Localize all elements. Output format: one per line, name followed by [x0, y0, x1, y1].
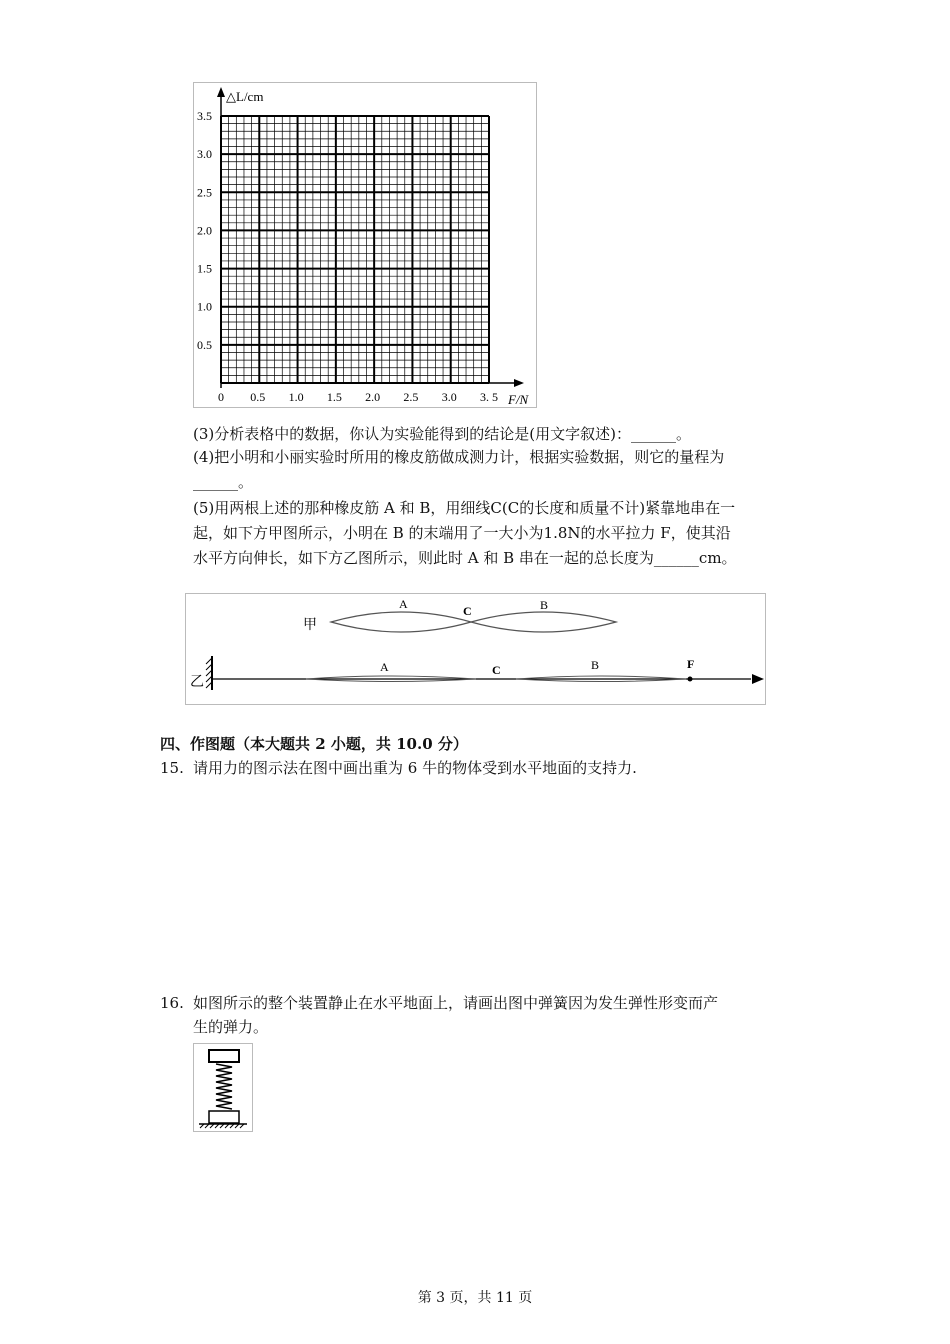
label-b-yi: B	[591, 658, 600, 672]
origin-label: 0	[218, 390, 224, 404]
section-4-title: 四、作图题（本大题共 2 小题，共 10.0 分）	[160, 735, 468, 753]
label-b-jia: B	[540, 598, 549, 612]
force-point	[688, 677, 693, 682]
x-tick-label: 0.5	[250, 390, 266, 404]
rubber-band-diagram	[186, 594, 765, 704]
y-tick-label: 1.0	[197, 299, 212, 314]
label-jia: 甲	[303, 618, 317, 633]
y-tick-label: 3.5	[197, 109, 212, 123]
spring-figure	[193, 1043, 253, 1132]
band-a-jia	[331, 612, 471, 632]
question-15-number: 15.	[160, 759, 184, 777]
label-c-jia: C	[463, 604, 472, 618]
x-axis-arrow	[514, 379, 524, 387]
top-block	[209, 1050, 239, 1062]
x-tick-label: 3. 5	[480, 390, 498, 404]
y-axis-label: △L/cm	[226, 89, 264, 104]
question-3: (3)分析表格中的数据，你认为实验能得到的结论是(用文字叙述)：______。	[193, 425, 691, 443]
label-yi: 乙	[190, 675, 204, 690]
x-tick-label: 1.5	[326, 390, 342, 404]
bottom-block	[209, 1111, 239, 1123]
label-c-yi: C	[492, 663, 501, 677]
y-tick-label: 3.0	[197, 147, 212, 162]
y-tick-label: 2.5	[197, 185, 212, 200]
page-footer: 第 3 页，共 11 页	[417, 1290, 533, 1306]
question-16-line2: 生的弹力。	[193, 1018, 269, 1036]
question-16-number: 16.	[160, 994, 184, 1012]
y-tick-label: 1.5	[197, 261, 212, 276]
spring-coil-icon	[216, 1064, 232, 1109]
force-arrow	[752, 674, 764, 684]
label-a-jia: A	[399, 597, 408, 611]
graph-paper	[194, 83, 536, 407]
spring-diagram	[194, 1044, 252, 1131]
y-tick-label: 2.0	[197, 223, 212, 238]
question-4-line1: (4)把小明和小丽实验时所用的橡皮筋做成测力计，根据实验数据，则它的量程为	[193, 448, 725, 466]
x-axis-label: F/N	[508, 392, 529, 407]
question-4-line2: ______。	[193, 473, 254, 491]
band-b-jia	[471, 612, 616, 632]
label-a-yi: A	[380, 660, 389, 674]
label-f-yi: F	[687, 657, 695, 671]
rubber-band-figure	[185, 593, 766, 705]
y-axis-arrow	[217, 87, 225, 97]
x-tick-label: 2.0	[365, 390, 381, 404]
question-15-text: 请用力的图示法在图中画出重为 6 牛的物体受到水平地面的支持力.	[193, 759, 637, 777]
x-tick-label: 1.0	[288, 390, 304, 404]
question-16-line1: 如图所示的整个装置静止在水平地面上，请画出图中弹簧因为发生弹性形变而产	[193, 994, 719, 1012]
x-tick-label: 3.0	[441, 390, 457, 404]
question-5-line3: 水平方向伸长，如下方乙图所示，则此时 A 和 B 串在一起的总长度为______cm。	[193, 549, 737, 567]
x-tick-label: 2.5	[403, 390, 419, 404]
question-5-line1: (5)用两根上述的那种橡皮筋 A 和 B，用细线C(C的长度和质量不计)紧靠地串在一	[193, 499, 736, 517]
graph-figure	[193, 82, 537, 408]
y-tick-label: 0.5	[197, 337, 212, 352]
question-5-line2: 起，如下方甲图所示，小明在 B 的末端用了一大小为1.8N的水平拉力 F，使其沿	[193, 524, 731, 542]
